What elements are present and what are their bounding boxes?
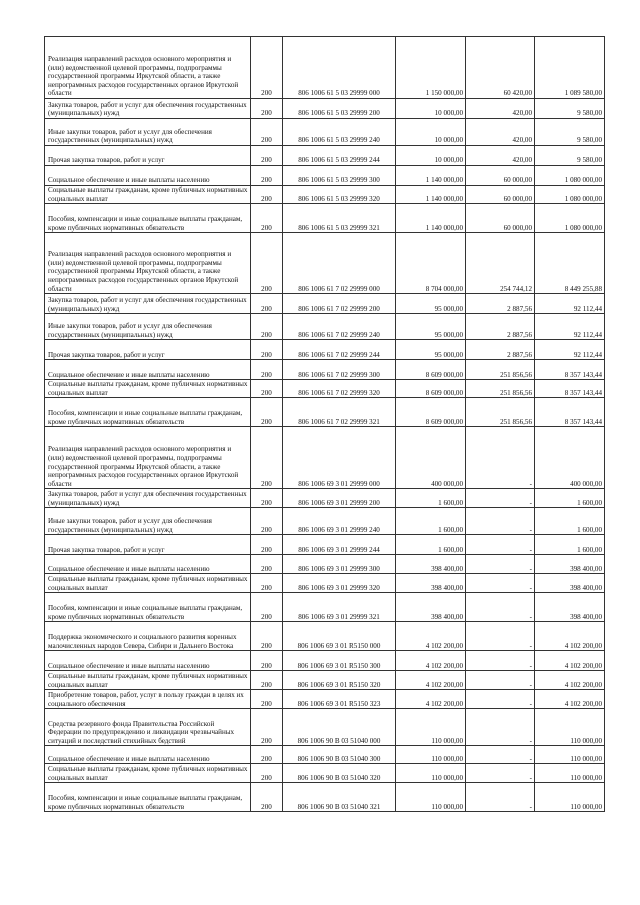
- unexecuted-amount-cell: 9 580,00: [535, 146, 605, 166]
- approved-amount-cell: 8 704 000,00: [396, 233, 466, 294]
- executed-amount-cell: 60 000,00: [466, 204, 535, 233]
- expense-name-cell: Пособия, компенсации и иные социальные выплаты гражданам, кроме публичных нормативных обязательств: [45, 398, 251, 427]
- line-code-cell: 200: [251, 99, 283, 119]
- expense-name-cell: Иные закупки товаров, работ и услуг для обеспечения государственных (муниципальных) нужд: [45, 119, 251, 146]
- budget-report-page: [44, 36, 605, 812]
- executed-amount-cell: 60 000,00: [466, 166, 535, 186]
- line-code-cell: 200: [251, 574, 283, 593]
- expense-name-cell: Социальное обеспечение и иные выплаты населению: [45, 166, 251, 186]
- table-row: [45, 380, 605, 398]
- table-row: [45, 783, 605, 812]
- table-row: [45, 574, 605, 593]
- line-code-cell: 200: [251, 489, 283, 508]
- table-row: [45, 146, 605, 166]
- budget-classification-code-cell: 806 1006 69 3 01 29999 321: [283, 593, 396, 622]
- expense-name-cell: Социальное обеспечение и иные выплаты населению: [45, 555, 251, 574]
- approved-amount-cell: 110 000,00: [396, 764, 466, 783]
- line-code-cell: 200: [251, 314, 283, 340]
- line-code-cell: 200: [251, 37, 283, 99]
- expense-name-cell: Социальные выплаты гражданам, кроме публичных нормативных социальных выплат: [45, 764, 251, 783]
- line-code-cell: 200: [251, 340, 283, 360]
- line-code-cell: 200: [251, 166, 283, 186]
- expense-name-cell: Иные закупки товаров, работ и услуг для обеспечения государственных (муниципальных) нужд: [45, 508, 251, 535]
- expense-name-cell: Пособия, компенсации и иные социальные выплаты гражданам, кроме публичных нормативных обязательств: [45, 783, 251, 812]
- budget-classification-code-cell: 806 1006 69 3 01 R5150 000: [283, 622, 396, 651]
- approved-amount-cell: 95 000,00: [396, 294, 466, 314]
- budget-classification-code-cell: 806 1006 61 7 02 29999 240: [283, 314, 396, 340]
- approved-amount-cell: 8 609 000,00: [396, 380, 466, 398]
- executed-amount-cell: -: [466, 783, 535, 812]
- unexecuted-amount-cell: 4 102 200,00: [535, 622, 605, 651]
- unexecuted-amount-cell: 1 080 000,00: [535, 166, 605, 186]
- approved-amount-cell: 398 400,00: [396, 555, 466, 574]
- approved-amount-cell: 8 609 000,00: [396, 398, 466, 427]
- expense-name-cell: Социальное обеспечение и иные выплаты населению: [45, 360, 251, 380]
- budget-classification-code-cell: 806 1006 61 5 03 29999 200: [283, 99, 396, 119]
- table-row: [45, 204, 605, 233]
- unexecuted-amount-cell: 110 000,00: [535, 746, 605, 764]
- unexecuted-amount-cell: 92 112,44: [535, 340, 605, 360]
- expense-name-cell: Закупка товаров, работ и услуг для обеспечения государственных (муниципальных) нужд: [45, 99, 251, 119]
- unexecuted-amount-cell: 398 400,00: [535, 574, 605, 593]
- line-code-cell: 200: [251, 690, 283, 709]
- unexecuted-amount-cell: 398 400,00: [535, 593, 605, 622]
- table-row: [45, 398, 605, 427]
- table-row: [45, 427, 605, 489]
- unexecuted-amount-cell: 110 000,00: [535, 764, 605, 783]
- unexecuted-amount-cell: 110 000,00: [535, 709, 605, 746]
- budget-classification-code-cell: 806 1006 61 7 02 29999 300: [283, 360, 396, 380]
- unexecuted-amount-cell: 4 102 200,00: [535, 690, 605, 709]
- expense-name-cell: Реализация направлений расходов основного мероприятия и (или) ведомственной целевой программы, подпрограммы государственной программы Иркутской области, а также непрограммных расходов государственных органов Иркутской области: [45, 427, 251, 489]
- line-code-cell: 200: [251, 233, 283, 294]
- executed-amount-cell: 420,00: [466, 146, 535, 166]
- executed-amount-cell: -: [466, 622, 535, 651]
- approved-amount-cell: 1 140 000,00: [396, 186, 466, 204]
- line-code-cell: 200: [251, 186, 283, 204]
- unexecuted-amount-cell: 398 400,00: [535, 555, 605, 574]
- budget-classification-code-cell: 806 1006 69 3 01 R5150 300: [283, 651, 396, 671]
- executed-amount-cell: -: [466, 593, 535, 622]
- expense-name-cell: Реализация направлений расходов основного мероприятия и (или) ведомственной целевой программы, подпрограммы государственной программы Иркутской области, а также непрограммных расходов государственных органов Иркутской области: [45, 37, 251, 99]
- executed-amount-cell: 2 887,56: [466, 340, 535, 360]
- expense-name-cell: Прочая закупка товаров, работ и услуг: [45, 146, 251, 166]
- executed-amount-cell: -: [466, 690, 535, 709]
- line-code-cell: 200: [251, 651, 283, 671]
- expense-name-cell: Социальное обеспечение и иные выплаты населению: [45, 746, 251, 764]
- executed-amount-cell: 60 000,00: [466, 186, 535, 204]
- expense-name-cell: Закупка товаров, работ и услуг для обеспечения государственных (муниципальных) нужд: [45, 489, 251, 508]
- budget-classification-code-cell: 806 1006 61 7 02 29999 320: [283, 380, 396, 398]
- budget-classification-code-cell: 806 1006 61 5 03 29999 300: [283, 166, 396, 186]
- approved-amount-cell: 110 000,00: [396, 709, 466, 746]
- approved-amount-cell: 1 150 000,00: [396, 37, 466, 99]
- line-code-cell: 200: [251, 119, 283, 146]
- table-row: [45, 294, 605, 314]
- executed-amount-cell: 2 887,56: [466, 294, 535, 314]
- budget-classification-code-cell: 806 1006 61 7 02 29999 321: [283, 398, 396, 427]
- executed-amount-cell: -: [466, 709, 535, 746]
- executed-amount-cell: -: [466, 535, 535, 555]
- executed-amount-cell: -: [466, 574, 535, 593]
- budget-classification-code-cell: 806 1006 69 3 01 29999 244: [283, 535, 396, 555]
- table-body: [45, 37, 605, 812]
- executed-amount-cell: -: [466, 671, 535, 690]
- expense-name-cell: Социальные выплаты гражданам, кроме публичных нормативных социальных выплат: [45, 671, 251, 690]
- expense-name-cell: Пособия, компенсации и иные социальные выплаты гражданам, кроме публичных нормативных обязательств: [45, 593, 251, 622]
- line-code-cell: 200: [251, 671, 283, 690]
- approved-amount-cell: 1 600,00: [396, 489, 466, 508]
- line-code-cell: 200: [251, 508, 283, 535]
- unexecuted-amount-cell: 8 357 143,44: [535, 360, 605, 380]
- budget-execution-table: [44, 36, 605, 812]
- budget-classification-code-cell: 806 1006 61 5 03 29999 321: [283, 204, 396, 233]
- approved-amount-cell: 1 140 000,00: [396, 166, 466, 186]
- table-row: [45, 314, 605, 340]
- executed-amount-cell: 251 856,56: [466, 380, 535, 398]
- budget-classification-code-cell: 806 1006 69 3 01 R5150 323: [283, 690, 396, 709]
- approved-amount-cell: 1 140 000,00: [396, 204, 466, 233]
- line-code-cell: 200: [251, 555, 283, 574]
- table-row: [45, 593, 605, 622]
- approved-amount-cell: 10 000,00: [396, 99, 466, 119]
- unexecuted-amount-cell: 400 000,00: [535, 427, 605, 489]
- executed-amount-cell: -: [466, 764, 535, 783]
- line-code-cell: 200: [251, 709, 283, 746]
- table-row: [45, 166, 605, 186]
- executed-amount-cell: -: [466, 427, 535, 489]
- expense-name-cell: Социальные выплаты гражданам, кроме публичных нормативных социальных выплат: [45, 574, 251, 593]
- budget-classification-code-cell: 806 1006 61 5 03 29999 244: [283, 146, 396, 166]
- line-code-cell: 200: [251, 398, 283, 427]
- unexecuted-amount-cell: 8 357 143,44: [535, 398, 605, 427]
- budget-classification-code-cell: 806 1006 90 В 03 51040 000: [283, 709, 396, 746]
- table-row: [45, 651, 605, 671]
- expense-name-cell: Социальные выплаты гражданам, кроме публичных нормативных социальных выплат: [45, 380, 251, 398]
- unexecuted-amount-cell: 4 102 200,00: [535, 651, 605, 671]
- table-row: [45, 37, 605, 99]
- budget-classification-code-cell: 806 1006 61 7 02 29999 000: [283, 233, 396, 294]
- approved-amount-cell: 4 102 200,00: [396, 622, 466, 651]
- line-code-cell: 200: [251, 783, 283, 812]
- approved-amount-cell: 110 000,00: [396, 783, 466, 812]
- unexecuted-amount-cell: 4 102 200,00: [535, 671, 605, 690]
- unexecuted-amount-cell: 1 080 000,00: [535, 204, 605, 233]
- budget-classification-code-cell: 806 1006 69 3 01 29999 300: [283, 555, 396, 574]
- line-code-cell: 200: [251, 204, 283, 233]
- budget-classification-code-cell: 806 1006 90 В 03 51040 321: [283, 783, 396, 812]
- approved-amount-cell: 1 600,00: [396, 508, 466, 535]
- table-row: [45, 99, 605, 119]
- expense-name-cell: Реализация направлений расходов основного мероприятия и (или) ведомственной целевой программы, подпрограммы государственной программы Иркутской области, а также непрограммных расходов государственных органов Иркутской области: [45, 233, 251, 294]
- approved-amount-cell: 1 600,00: [396, 535, 466, 555]
- table-row: [45, 622, 605, 651]
- table-row: [45, 746, 605, 764]
- approved-amount-cell: 4 102 200,00: [396, 671, 466, 690]
- approved-amount-cell: 110 000,00: [396, 746, 466, 764]
- table-row: [45, 360, 605, 380]
- table-row: [45, 508, 605, 535]
- line-code-cell: 200: [251, 294, 283, 314]
- budget-classification-code-cell: 806 1006 69 3 01 R5150 320: [283, 671, 396, 690]
- line-code-cell: 200: [251, 535, 283, 555]
- expense-name-cell: Социальные выплаты гражданам, кроме публичных нормативных социальных выплат: [45, 186, 251, 204]
- table-row: [45, 671, 605, 690]
- budget-classification-code-cell: 806 1006 90 В 03 51040 320: [283, 764, 396, 783]
- table-row: [45, 233, 605, 294]
- approved-amount-cell: 8 609 000,00: [396, 360, 466, 380]
- expense-name-cell: Средства резервного фонда Правительства Российской Федерации по предупреждению и ликвидации чрезвычайных ситуаций и последствий стихийных бедствий: [45, 709, 251, 746]
- executed-amount-cell: 420,00: [466, 119, 535, 146]
- executed-amount-cell: -: [466, 746, 535, 764]
- executed-amount-cell: 251 856,56: [466, 360, 535, 380]
- expense-name-cell: Социальное обеспечение и иные выплаты населению: [45, 651, 251, 671]
- expense-name-cell: Иные закупки товаров, работ и услуг для обеспечения государственных (муниципальных) нужд: [45, 314, 251, 340]
- unexecuted-amount-cell: 110 000,00: [535, 783, 605, 812]
- executed-amount-cell: 254 744,12: [466, 233, 535, 294]
- budget-classification-code-cell: 806 1006 90 В 03 51040 300: [283, 746, 396, 764]
- approved-amount-cell: 10 000,00: [396, 146, 466, 166]
- table-row: [45, 119, 605, 146]
- unexecuted-amount-cell: 1 600,00: [535, 535, 605, 555]
- line-code-cell: 200: [251, 764, 283, 783]
- table-row: [45, 186, 605, 204]
- approved-amount-cell: 398 400,00: [396, 593, 466, 622]
- approved-amount-cell: 4 102 200,00: [396, 651, 466, 671]
- executed-amount-cell: -: [466, 651, 535, 671]
- budget-classification-code-cell: 806 1006 61 5 03 29999 000: [283, 37, 396, 99]
- unexecuted-amount-cell: 1 600,00: [535, 508, 605, 535]
- budget-classification-code-cell: 806 1006 61 5 03 29999 320: [283, 186, 396, 204]
- expense-name-cell: Закупка товаров, работ и услуг для обеспечения государственных (муниципальных) нужд: [45, 294, 251, 314]
- table-row: [45, 340, 605, 360]
- approved-amount-cell: 10 000,00: [396, 119, 466, 146]
- budget-classification-code-cell: 806 1006 61 7 02 29999 200: [283, 294, 396, 314]
- executed-amount-cell: -: [466, 508, 535, 535]
- executed-amount-cell: -: [466, 555, 535, 574]
- line-code-cell: 200: [251, 622, 283, 651]
- unexecuted-amount-cell: 1 080 000,00: [535, 186, 605, 204]
- approved-amount-cell: 400 000,00: [396, 427, 466, 489]
- expense-name-cell: Прочая закупка товаров, работ и услуг: [45, 535, 251, 555]
- table-row: [45, 489, 605, 508]
- unexecuted-amount-cell: 92 112,44: [535, 314, 605, 340]
- approved-amount-cell: 95 000,00: [396, 340, 466, 360]
- line-code-cell: 200: [251, 593, 283, 622]
- approved-amount-cell: 4 102 200,00: [396, 690, 466, 709]
- executed-amount-cell: 60 420,00: [466, 37, 535, 99]
- executed-amount-cell: 420,00: [466, 99, 535, 119]
- expense-name-cell: Пособия, компенсации и иные социальные выплаты гражданам, кроме публичных нормативных обязательств: [45, 204, 251, 233]
- budget-classification-code-cell: 806 1006 69 3 01 29999 240: [283, 508, 396, 535]
- line-code-cell: 200: [251, 360, 283, 380]
- unexecuted-amount-cell: 92 112,44: [535, 294, 605, 314]
- table-row: [45, 535, 605, 555]
- approved-amount-cell: 95 000,00: [396, 314, 466, 340]
- line-code-cell: 200: [251, 427, 283, 489]
- unexecuted-amount-cell: 9 580,00: [535, 119, 605, 146]
- line-code-cell: 200: [251, 146, 283, 166]
- budget-classification-code-cell: 806 1006 61 7 02 29999 244: [283, 340, 396, 360]
- line-code-cell: 200: [251, 380, 283, 398]
- unexecuted-amount-cell: 1 600,00: [535, 489, 605, 508]
- table-row: [45, 555, 605, 574]
- expense-name-cell: Прочая закупка товаров, работ и услуг: [45, 340, 251, 360]
- unexecuted-amount-cell: 9 580,00: [535, 99, 605, 119]
- budget-classification-code-cell: 806 1006 69 3 01 29999 320: [283, 574, 396, 593]
- executed-amount-cell: -: [466, 489, 535, 508]
- expense-name-cell: Приобретение товаров, работ, услуг в пользу граждан в целях их социального обеспечения: [45, 690, 251, 709]
- approved-amount-cell: 398 400,00: [396, 574, 466, 593]
- budget-classification-code-cell: 806 1006 69 3 01 29999 000: [283, 427, 396, 489]
- budget-classification-code-cell: 806 1006 61 5 03 29999 240: [283, 119, 396, 146]
- expense-name-cell: Поддержка экономического и социального развития коренных малочисленных народов Севера, Сибири и Дальнего Востока: [45, 622, 251, 651]
- executed-amount-cell: 2 887,56: [466, 314, 535, 340]
- executed-amount-cell: 251 856,56: [466, 398, 535, 427]
- budget-classification-code-cell: 806 1006 69 3 01 29999 200: [283, 489, 396, 508]
- unexecuted-amount-cell: 8 449 255,88: [535, 233, 605, 294]
- unexecuted-amount-cell: 1 089 580,00: [535, 37, 605, 99]
- table-row: [45, 709, 605, 746]
- line-code-cell: 200: [251, 746, 283, 764]
- table-row: [45, 764, 605, 783]
- table-row: [45, 690, 605, 709]
- unexecuted-amount-cell: 8 357 143,44: [535, 380, 605, 398]
